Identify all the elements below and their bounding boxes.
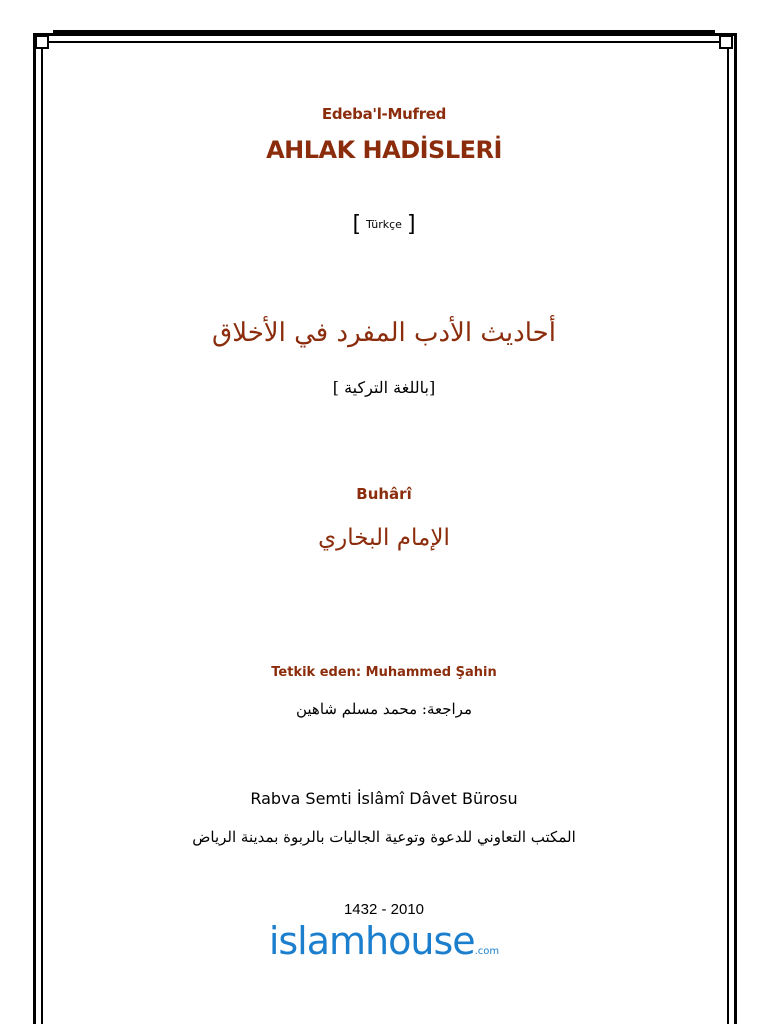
arabic-language-label: [باللغة التركية ]: [332, 378, 436, 397]
author-name-latin: Buhârî: [356, 485, 412, 503]
logo-main-text: islamhouse: [268, 919, 475, 963]
close-bracket: ]: [406, 212, 416, 237]
publisher-arabic: المكتب التعاوني للدعوة وتوعية الجاليات بالربوة بمدينة الرياض: [192, 828, 576, 846]
publisher-latin: Rabva Semti İslâmî Dâvet Bürosu: [250, 789, 518, 808]
language-word: Türkçe: [366, 218, 402, 231]
frame-corner-top-left: [35, 35, 49, 49]
islamhouse-logo: [0, 919, 768, 963]
open-bracket: [: [352, 212, 362, 237]
frame-corner-top-right: [719, 35, 733, 49]
reviewer-latin: Tetkik eden: Muhammed Şahin: [271, 665, 497, 680]
book-title: AHLAK HADİSLERİ: [266, 136, 502, 164]
logo-suffix-text: .com: [474, 946, 500, 957]
reviewer-arabic: مراجعة: محمد مسلم شاهين: [295, 700, 472, 718]
language-label: [0, 212, 768, 237]
publication-year: 1432 - 2010: [343, 901, 425, 918]
book-subtitle: Edeba'l-Mufred: [321, 105, 447, 123]
arabic-book-title: أحاديث الأدب المفرد في الأخلاق: [212, 318, 556, 348]
author-name-arabic: الإمام البخاري: [318, 525, 450, 551]
